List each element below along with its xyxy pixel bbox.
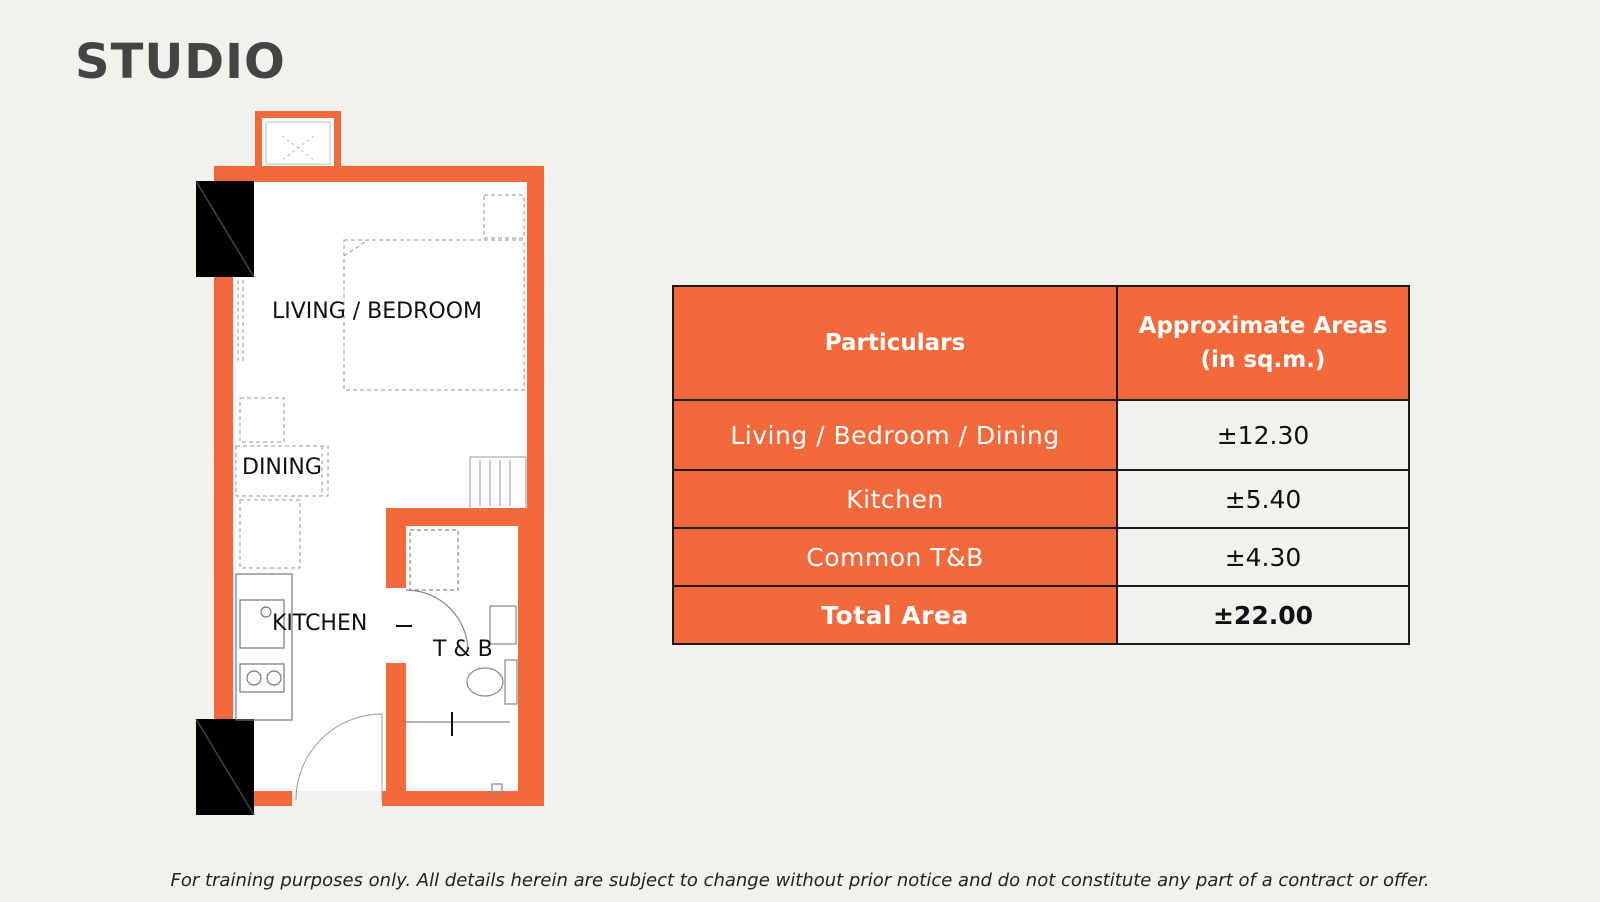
total-area: ±22.00 [1117,586,1409,644]
page-title: STUDIO [75,34,286,90]
table-total-row [673,586,1409,644]
area-table [672,285,1410,645]
label-living-bedroom: LIVING / BEDROOM [272,299,483,324]
label-kitchen: KITCHEN [272,611,368,636]
row-area: ±5.40 [1117,470,1409,528]
header-particulars: Particulars [673,286,1117,400]
header-approx-areas-line2: (in sq.m.) [1200,347,1326,373]
table-row [673,470,1409,528]
header-approx-areas [1117,286,1409,400]
row-particular: Living / Bedroom / Dining [673,400,1117,470]
label-dining: DINING [242,455,322,480]
floor-plan [0,0,600,840]
balcony-floor [262,118,334,168]
row-area: ±4.30 [1117,528,1409,586]
row-particular: Kitchen [673,470,1117,528]
entrance-opening [292,791,382,806]
table-row [673,528,1409,586]
disclaimer: For training purposes only. All details herein are subject to change without prior notice and do not constitute any part of a contract or offer. [170,870,1430,891]
header-approx-areas-line1: Approximate Areas [1138,313,1388,339]
row-particular: Common T&B [673,528,1117,586]
table-row [673,400,1409,470]
row-area: ±12.30 [1117,400,1409,470]
table-header-row [673,286,1409,400]
label-tb: T & B [433,637,493,662]
unit-floor [233,182,527,791]
total-label: Total Area [673,586,1117,644]
